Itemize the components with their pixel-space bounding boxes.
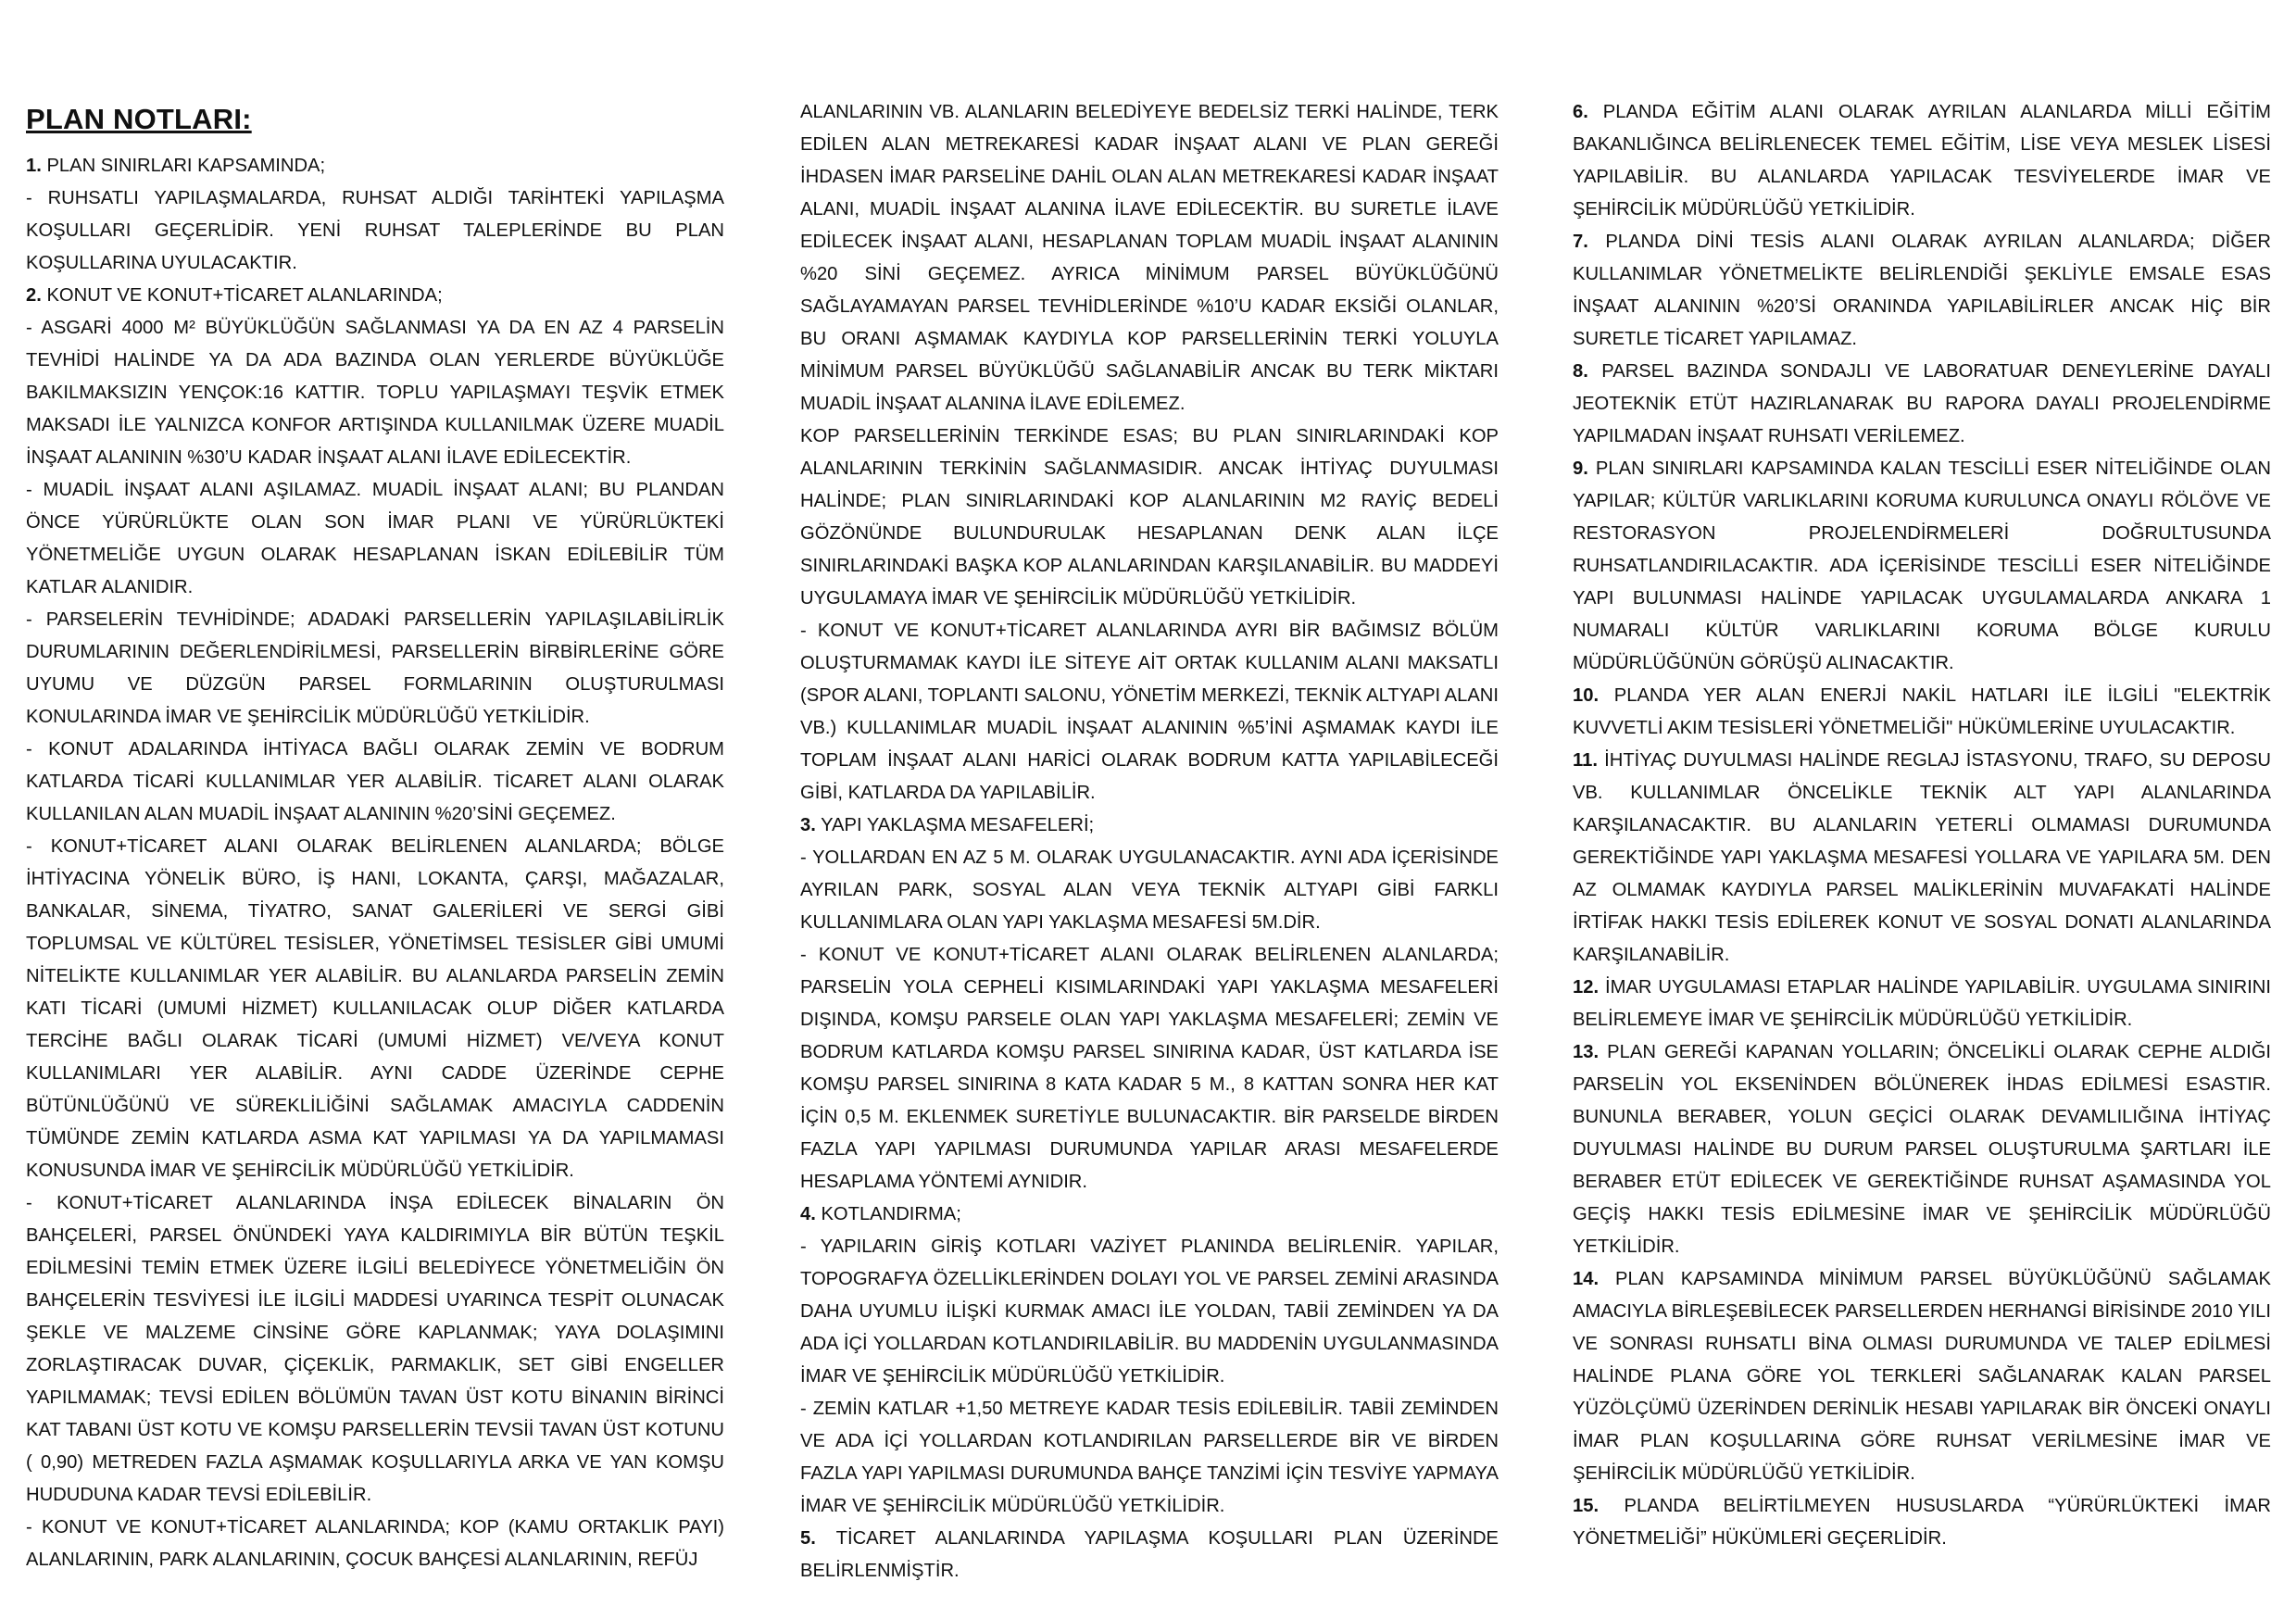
note-paragraph [800, 842, 1499, 939]
note-paragraph [26, 150, 724, 182]
note-number: 1. [26, 156, 42, 176]
note-text: KOP PARSELLERİNİN TERKİNDE ESAS; BU PLAN SINIRLARINDAKİ KOP ALANLARININ TERKİNİN SAĞLANMASIDIR. ANCAK İHTİYAÇ DUYULMASI HALİNDE; PLAN SINIRLARINDAKİ KOP ALANLARININ M2 RAYİÇ BEDELİ GÖZÖNÜNDE BULUNDURULAK HESAPLANAN DENK ALAN İLÇE SINIRLARINDAKİ BAŞKA KOP ALANLARINDAN KARŞILANABİLİR. BU MADDEYİ UYGULAMAYA İMAR VE ŞEHİRCİLİK MÜDÜRLÜĞÜ YETKİLİDİR. [800, 426, 1499, 609]
note-text: PLAN SINIRLARI KAPSAMINDA; [46, 156, 326, 176]
note-number: 3. [800, 815, 816, 835]
note-text: - RUHSATLI YAPILAŞMALARDA, RUHSAT ALDIĞI TARİHTEKİ YAPILAŞMA KOŞULLARI GEÇERLİDİR. YENİ RUHSAT TALEPLERİNDE BU PLAN KOŞULLARINA UYULACAKTIR. [26, 188, 724, 273]
note-text: - ZEMİN KATLAR +1,50 METREYE KADAR TESİS EDİLEBİLİR. TABİİ ZEMİNDEN VE ADA İÇİ YOLLARDAN KOTLANDIRILAN PARSELLERDE BİR VE BİRDEN FAZLA YAPI YAPILMASI DURUMUNDA BAHÇE TANZİMİ İÇİN TESVİYE YAPMAYA İMAR VE ŞEHİRCİLİK MÜDÜRLÜĞÜ YETKİLİDİR. [800, 1399, 1499, 1516]
note-text: - KONUT+TİCARET ALANLARINDA İNŞA EDİLECEK BİNALARIN ÖN BAHÇELERİ, PARSEL ÖNÜNDEKİ YAYA KALDIRIMIYLA BİR BÜTÜN TEŞKİL EDİLMESİNİ TEMİN ETMEK ÜZERE İLGİLİ BELEDİYECE YÖNETMELİĞİN ÖN BAHÇELERİN TESVİYESİ İLE İLGİLİ MADDESİ UYARINCA TESPİT OLUNACAK ŞEKLE VE MALZEME CİNSİNE GÖRE KAPLANMAK; YAYA DOLAŞIMINI ZORLAŞTIRACAK DUVAR, ÇİÇEKLİK, PARMAKLIK, SET GİBİ ENGELLER YAPILMAMAK; TEVSİ EDİLEN BÖLÜMÜN TAVAN ÜST KOTU BİNANIN BİRİNCİ KAT TABANI ÜST KOTU VE KOMŞU PARSELLERİN TEVSİİ TAVAN ÜST KOTUNU ( 0,90) METREDEN FAZLA AŞMAMAK KOŞULLARIYLA ARKA VE YAN KOMŞU HUDUDUNA KADAR TEVSİ EDİLEBİLİR. [26, 1193, 724, 1505]
note-number: 9. [1573, 458, 1588, 479]
note-paragraph [1573, 972, 2271, 1036]
note-paragraph [1573, 356, 2271, 453]
note-paragraph [800, 96, 1499, 420]
note-paragraph [800, 1393, 1499, 1523]
column-3-paragraphs [1573, 96, 2271, 1555]
note-paragraph [26, 312, 724, 474]
note-paragraph [26, 831, 724, 1187]
note-paragraph [800, 615, 1499, 810]
note-paragraph [1573, 1263, 2271, 1490]
note-paragraph [26, 182, 724, 280]
note-paragraph [1573, 226, 2271, 356]
note-number: 14. [1573, 1269, 1600, 1289]
notes-column-3 [1573, 96, 2271, 1555]
note-text: PARSEL BAZINDA SONDAJLI VE LABORATUAR DENEYLERİNE DAYALI JEOTEKNİK ETÜT HAZIRLANARAK BU RAPORA DAYALI PROJELENDİRME YAPILMADAN İNŞAAT RUHSATI VERİLEMEZ. [1573, 361, 2271, 446]
note-paragraph [26, 1512, 724, 1576]
note-paragraph [1573, 745, 2271, 972]
note-paragraph [800, 420, 1499, 615]
note-paragraph [800, 1523, 1499, 1588]
note-number: 15. [1573, 1496, 1600, 1516]
notes-column-2 [800, 96, 1499, 1588]
note-number: 2. [26, 285, 42, 306]
note-text: YAPI YAKLAŞMA MESAFELERİ; [821, 815, 1095, 835]
note-text: PLANDA BELİRTİLMEYEN HUSUSLARDA “YÜRÜRLÜKTEKİ İMAR YÖNETMELİĞİ” HÜKÜMLERİ GEÇERLİDİR. [1573, 1496, 2271, 1549]
note-paragraph [1573, 96, 2271, 226]
note-paragraph [1573, 680, 2271, 745]
note-paragraph [1573, 453, 2271, 680]
note-text: - ASGARİ 4000 M² BÜYÜKLÜĞÜN SAĞLANMASI YA DA EN AZ 4 PARSELİN TEVHİDİ HALİNDE YA DA ADA BAZINDA OLAN YERLERDE BÜYÜKLÜĞE BAKILMAKSIZIN YENÇOK:16 KATTIR. TOPLU YAPILAŞMAYI TEŞVİK ETMEK MAKSADI İLE YALNIZCA KONFOR ARTIŞINDA KULLANILMAK ÜZERE MUADİL İNŞAAT ALANININ %30’U KADAR İNŞAAT ALANI İLAVE EDİLECEKTİR. [26, 318, 724, 468]
note-paragraph [800, 939, 1499, 1199]
note-text: PLAN SINIRLARI KAPSAMINDA KALAN TESCİLLİ ESER NİTELİĞİNDE OLAN YAPILAR; KÜLTÜR VARLIKLARINI KORUMA KURULUNCA ONAYLI RÖLÖVE VE RESTORASYON PROJELENDİRMELERİ DOĞRULTUSUNDA RUHSATLANDIRILACAKTIR. ADA İÇERİSİNDE TESCİLLİ ESER NİTELİĞİNDE YAPI BULUNMASI HALİNDE YAPILACAK UYGULAMALARDA ANKARA 1 NUMARALI KÜLTÜR VARLIKLARINI KORUMA BÖLGE KURULU MÜDÜRLÜĞÜNÜN GÖRÜŞÜ ALINACAKTIR. [1573, 458, 2272, 673]
note-text: - KONUT VE KONUT+TİCARET ALANLARINDA; KOP (KAMU ORTAKLIK PAYI) ALANLARININ, PARK ALANLARININ, ÇOCUK BAHÇESİ ALANLARININ, REFÜJ [26, 1517, 724, 1570]
note-number: 11. [1573, 750, 1598, 771]
page-title: PLAN NOTLARI: [26, 103, 252, 135]
note-paragraph [1573, 1036, 2271, 1263]
note-text: - KONUT VE KONUT+TİCARET ALANI OLARAK BELİRLENEN ALANLARDA; PARSELİN YOLA CEPHELİ KISIMLARINDAKİ YAPI YAKLAŞMA MESAFELERİ DIŞINDA, KOMŞU PARSELE OLAN YAPI YAKLAŞMA MESAFELERİ; ZEMİN VE BODRUM KATLARDA KOMŞU PARSEL SINIRINA KADAR, ÜST KATLARDA İSE KOMŞU PARSEL SINIRINA 8 KATA KADAR 5 M., 8 KATTAN SONRA HER KAT İÇİN 0,5 M. EKLENMEK SURETİYLE BULUNACAKTIR. BİR PARSELDE BİRDEN FAZLA YAPI YAPILMASI DURUMUNDA YAPILAR ARASI MESAFELERDE HESAPLAMA YÖNTEMİ AYNIDIR. [800, 945, 1499, 1192]
note-paragraph [26, 474, 724, 604]
note-number: 12. [1573, 977, 1600, 998]
note-text: - YAPILARIN GİRİŞ KOTLARI VAZİYET PLANINDA BELİRLENİR. YAPILAR, TOPOGRAFYA ÖZELLİKLERİNDEN DOLAYI YOL VE PARSEL ZEMİNİ ARASINDA DAHA UYUMLU İLİŞKİ KURMAK AMACI İLE YOLDAN, TABİİ ZEMİNDEN YA DA ADA İÇİ YOLLARDAN KOTLANDIRILABİLİR. BU MADDENİN UYGULANMASINDA İMAR VE ŞEHİRCİLİK MÜDÜRLÜĞÜ YETKİLİDİR. [800, 1236, 1499, 1387]
note-paragraph [1573, 1490, 2271, 1555]
note-text: İHTİYAÇ DUYULMASI HALİNDE REGLAJ İSTASYONU, TRAFO, SU DEPOSU VB. KULLANIMLAR ÖNCELİKLE TEKNİK ALT YAPI ALANLARINDA KARŞILANACAKTIR. BU ALANLARIN YETERLİ OLMAMASI DURUMUNDA GEREKTİĞİNDE YAPI YAKLAŞMA MESAFESİ YOLLARA VE YAPILARA 5M. DEN AZ OLMAMAK KAYDIYLA PARSEL MALİKLERİNİN MUVAFAKATİ HALİNDE İRTİFAK HAKKI TESİS EDİLEREK KONUT VE SOSYAL DONATI ALANLARINDA KARŞILANABİLİR. [1573, 750, 2271, 965]
notes-column-1 [26, 100, 724, 1576]
note-text: KOTLANDIRMA; [821, 1204, 961, 1224]
note-number: 7. [1573, 232, 1588, 252]
note-number: 5. [800, 1528, 816, 1549]
note-number: 8. [1573, 361, 1588, 382]
note-paragraph [26, 604, 724, 734]
note-text: PLANDA YER ALAN ENERJİ NAKİL HATLARI İLE İLGİLİ "ELEKTRİK KUVVETLİ AKIM TESİSLERİ YÖNETMELİĞİ" HÜKÜMLERİNE UYULACAKTIR. [1573, 685, 2271, 738]
note-text: PLAN KAPSAMINDA MİNİMUM PARSEL BÜYÜKLÜĞÜNÜ SAĞLAMAK AMACIYLA BİRLEŞEBİLECEK PARSELLERDEN HERHANGİ BİRİSİNDE 2010 YILI VE SONRASI RUHSATLI BİNA OLMASI DURUMUNDA VE TALEP EDİLMESİ HALİNDE PLANA GÖRE YOL TERKLERİ SAĞLANARAK KALAN PARSEL YÜZÖLÇÜMÜ ÜZERİNDEN DERİNLİK HESABI YAPILARAK BİR ÖNCEKİ ONAYLI İMAR PLAN KOŞULLARINA GÖRE RUHSAT VERİLMESİNE İMAR VE ŞEHİRCİLİK MÜDÜRLÜĞÜ YETKİLİDİR. [1573, 1269, 2271, 1484]
note-number: 13. [1573, 1042, 1600, 1062]
column-2-paragraphs [800, 96, 1499, 1588]
note-text: - KONUT VE KONUT+TİCARET ALANLARINDA AYRI BİR BAĞIMSIZ BÖLÜM OLUŞTURMAMAK KAYDI İLE SİTEYE AİT ORTAK KULLANIM ALANI MAKSATLI (SPOR ALANI, TOPLANTI SALONU, YÖNETİM MERKEZİ, TEKNİK ALTYAPI ALANI VB.) KULLANIMLAR MUADİL İNŞAAT ALANININ %5’İNİ AŞMAMAK KAYDI İLE TOPLAM İNŞAAT ALANI HARİCİ OLARAK BODRUM KATTA YAPILABİLECEĞİ GİBİ, KATLARDA DA YAPILABİLİR. [800, 621, 1499, 803]
note-text: İMAR UYGULAMASI ETAPLAR HALİNDE YAPILABİLİR. UYGULAMA SINIRINI BELİRLEMEYE İMAR VE ŞEHİRCİLİK MÜDÜRLÜĞÜ YETKİLİDİR. [1573, 977, 2271, 1030]
note-text: PLANDA DİNİ TESİS ALANI OLARAK AYRILAN ALANLARDA; DİĞER KULLANIMLAR YÖNETMELİKTE BELİRLENDİĞİ ŞEKLİYLE EMSALE ESAS İNŞAAT ALANININ %20’Sİ ORANINDA YAPILABİLİRLER ANCAK HİÇ BİR SURETLE TİCARET YAPILAMAZ. [1573, 232, 2271, 349]
note-text: PLAN GEREĞİ KAPANAN YOLLARIN; ÖNCELİKLİ OLARAK CEPHE ALDIĞI PARSELİN YOL EKSENİNDEN BÖLÜNEREK İHDAS EDİLMESİ ESASTIR. BUNUNLA BERABER, YOLUN GEÇİCİ OLARAK DEVAMLILIĞINA İHTİYAÇ DUYULMASI HALİNDE BU DURUM PARSEL OLUŞTURULMA ŞARTLARI İLE BERABER ETÜT EDİLECEK VE GEREKTİĞİNDE RUHSAT AŞAMASINDA YOL GEÇİŞ HAKKI TESİS EDİLMESİNE İMAR VE ŞEHİRCİLİK MÜDÜRLÜĞÜ YETKİLİDİR. [1573, 1042, 2272, 1257]
note-text: PLANDA EĞİTİM ALANI OLARAK AYRILAN ALANLARDA MİLLİ EĞİTİM BAKANLIĞINCA BELİRLENECEK TEMEL EĞİTİM, LİSE VEYA MESLEK LİSESİ YAPILABİLİR. BU ALANLARDA YAPILACAK TESVİYELERDE İMAR VE ŞEHİRCİLİK MÜDÜRLÜĞÜ YETKİLİDİR. [1573, 102, 2271, 220]
note-paragraph [800, 1199, 1499, 1231]
column-1-paragraphs [26, 150, 724, 1576]
note-paragraph [800, 1231, 1499, 1393]
note-paragraph [26, 1187, 724, 1512]
note-text: TİCARET ALANLARINDA YAPILAŞMA KOŞULLARI PLAN ÜZERİNDE BELİRLENMİŞTİR. [800, 1528, 1499, 1581]
note-number: 6. [1573, 102, 1588, 122]
note-text: - KONUT+TİCARET ALANI OLARAK BELİRLENEN ALANLARDA; BÖLGE İHTİYACINA YÖNELİK BÜRO, İŞ HANI, LOKANTA, ÇARŞI, MAĞAZALAR, BANKALAR, SİNEMA, TİYATRO, SANAT GALERİLERİ VE SERGİ GİBİ TOPLUMSAL VE KÜLTÜREL TESİSLER, YÖNETİMSEL TESİSLER GİBİ UMUMİ NİTELİKTE KULLANIMLAR YER ALABİLİR. BU ALANLARDA PARSELİN ZEMİN KATI TİCARİ (UMUMİ HİZMET) KULLANILACAK OLUP DİĞER KATLARDA TERCİHE BAĞLI OLARAK TİCARİ (UMUMİ HİZMET) VE/VEYA KONUT KULLANIMLARI YER ALABİLİR. AYNI CADDE ÜZERİNDE CEPHE BÜTÜNLÜĞÜNÜ VE SÜREKLİLİĞİNİ SAĞLAMAK AMACIYLA CADDENİN TÜMÜNDE ZEMİN KATLARDA ASMA KAT YAPILMASI YA DA YAPILMAMASI KONUSUNDA İMAR VE ŞEHİRCİLİK MÜDÜRLÜĞÜ YETKİLİDİR. [26, 836, 724, 1181]
note-paragraph [26, 734, 724, 831]
note-paragraph [26, 280, 724, 312]
note-text: - KONUT ADALARINDA İHTİYACA BAĞLI OLARAK ZEMİN VE BODRUM KATLARDA TİCARİ KULLANIMLAR YER ALABİLİR. TİCARET ALANI OLARAK KULLANILAN ALAN MUADİL İNŞAAT ALANININ %20’SİNİ GEÇEMEZ. [26, 739, 724, 824]
note-text: - YOLLARDAN EN AZ 5 M. OLARAK UYGULANACAKTIR. AYNI ADA İÇERİSİNDE AYRILAN PARK, SOSYAL ALAN VEYA TEKNİK ALTYAPI GİBİ FARKLI KULLANIMLARA OLAN YAPI YAKLAŞMA MESAFESİ 5M.DİR. [800, 847, 1499, 933]
note-text: KONUT VE KONUT+TİCARET ALANLARINDA; [46, 285, 443, 306]
note-number: 4. [800, 1204, 816, 1224]
note-paragraph [800, 810, 1499, 842]
note-text: - MUADİL İNŞAAT ALANI AŞILAMAZ. MUADİL İNŞAAT ALANI; BU PLANDAN ÖNCE YÜRÜRLÜKTE OLAN SON İMAR PLANI VE YÜRÜRLÜKTEKİ YÖNETMELİĞE UYGUN OLARAK HESAPLANAN İSKAN EDİLEBİLİR TÜM KATLAR ALANIDIR. [26, 480, 724, 597]
note-text: ALANLARININ VB. ALANLARIN BELEDİYEYE BEDELSİZ TERKİ HALİNDE, TERK EDİLEN ALAN METREKARESİ KADAR İNŞAAT ALANI VE PLAN GEREĞİ İHDASEN İMAR PARSELİNE DAHİL OLAN ALAN METREKARESİ KADAR İNŞAAT ALANI, MUADİL İNŞAAT ALANINA İLAVE EDİLECEKTİR. BU SURETLE İLAVE EDİLECEK İNŞAAT ALANI, HESAPLANAN TOPLAM MUADİL İNŞAAT ALANININ %20 SİNİ GEÇEMEZ. AYRICA MİNİMUM PARSEL BÜYÜKLÜĞÜNÜ SAĞLAYAMAYAN PARSEL TEVHİDLERİNDE %10’U KADAR EKSİĞİ OLANLAR, BU ORANI AŞMAMAK KAYDIYLA KOP PARSELLERİNİN TERKİ YOLUYLA MİNİMUM PARSEL BÜYÜKLÜĞÜ SAĞLANABİLİR ANCAK BU TERK MİKTARI MUADİL İNŞAAT ALANINA İLAVE EDİLEMEZ. [800, 102, 1499, 414]
note-text: - PARSELERİN TEVHİDİNDE; ADADAKİ PARSELLERİN YAPILAŞILABİLİRLİK DURUMLARININ DEĞERLENDİRİLMESİ, PARSELLERİN BİRBİRLERİNE GÖRE UYUMU VE DÜZGÜN PARSEL FORMLARININ OLUŞTURULMASI KONULARINDA İMAR VE ŞEHİRCİLİK MÜDÜRLÜĞÜ YETKİLİDİR. [26, 609, 724, 727]
note-number: 10. [1573, 685, 1600, 706]
